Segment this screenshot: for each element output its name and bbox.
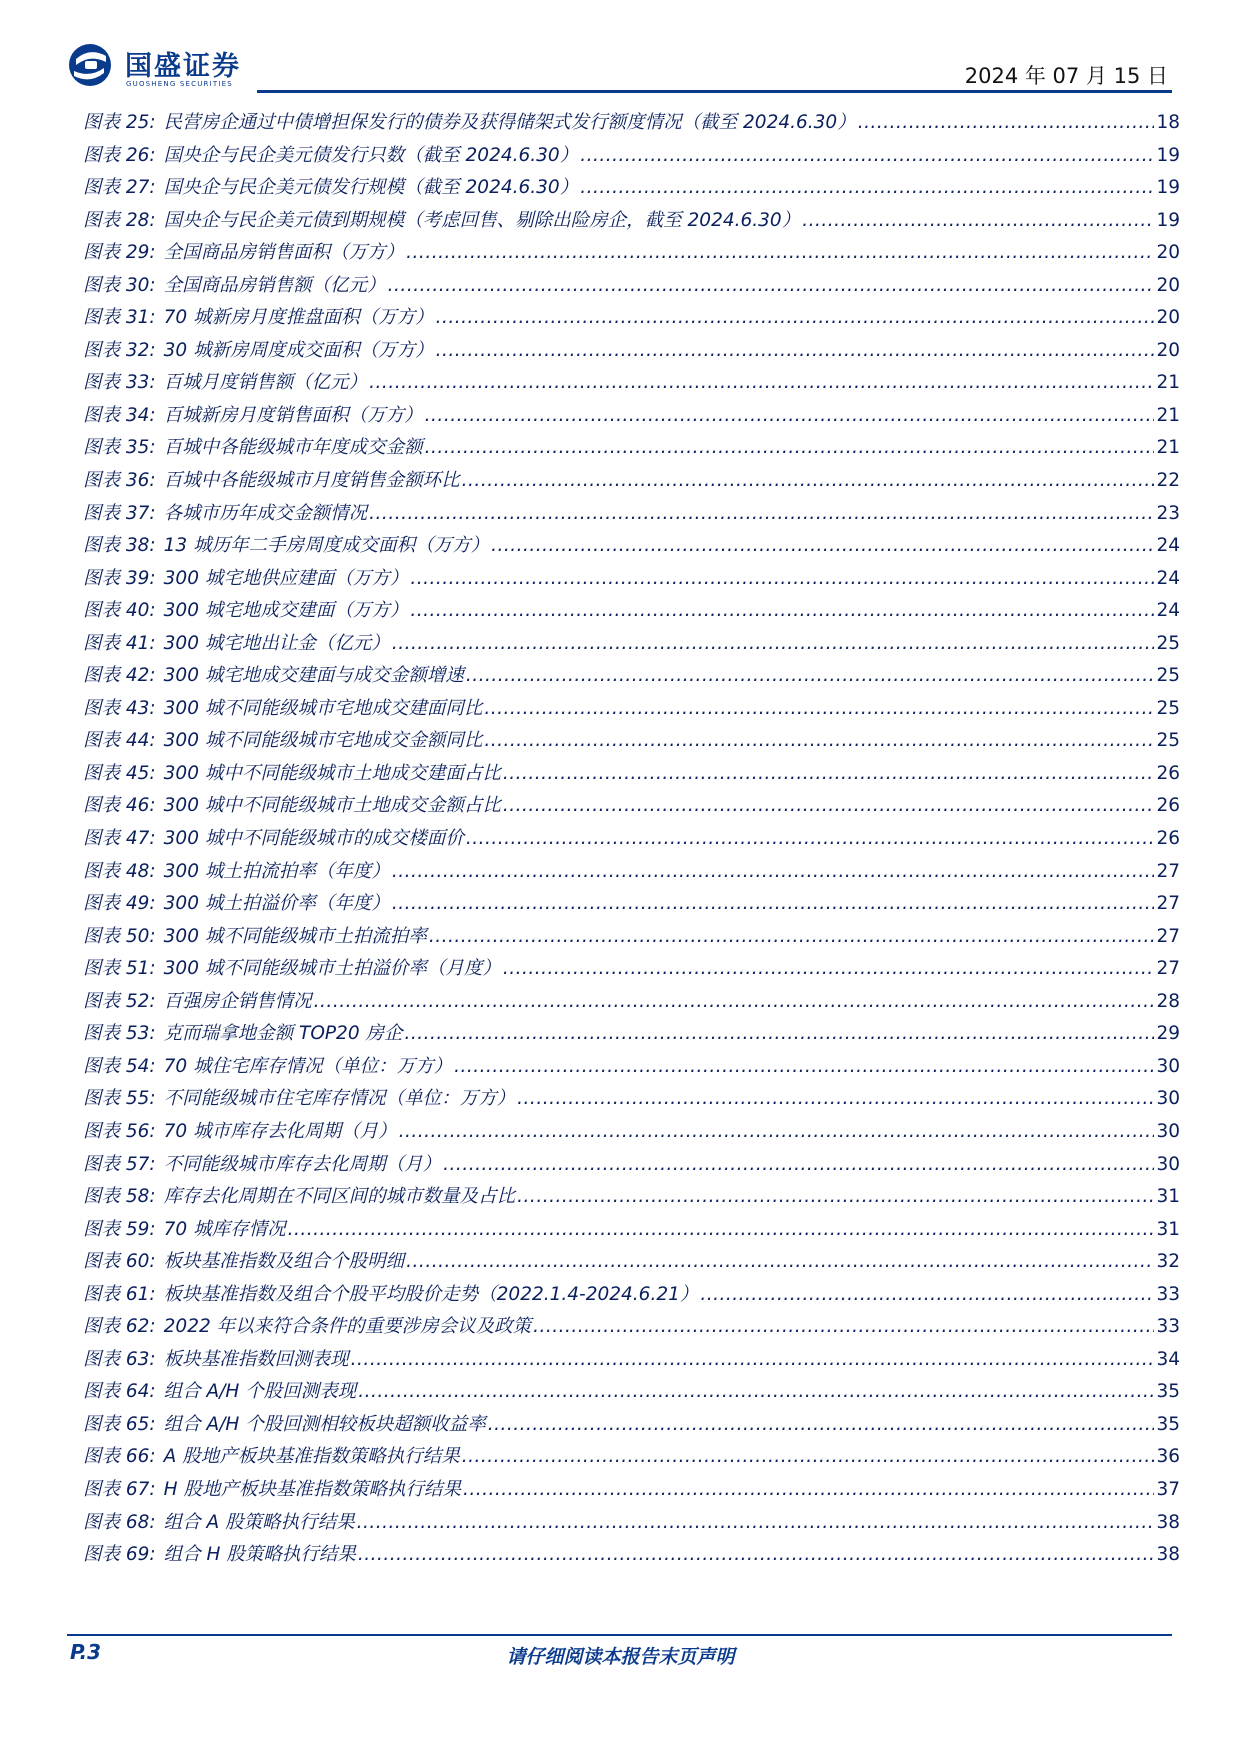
toc-entry-label: 图表 69: <box>83 1544 156 1566</box>
toc-entry-label: 图表 53: <box>83 1023 156 1045</box>
toc-entry-title: 国央企与民企美元债发行规模（截至 2024.6.30） <box>163 177 579 199</box>
toc-entry-title: 300 城宅地成交建面（万方） <box>163 600 409 622</box>
toc-entry-title: 300 城宅地成交建面与成交金额增速 <box>163 665 464 687</box>
toc-entry[interactable] <box>83 758 1180 791</box>
toc-entry-title: 民营房企通过中债增担保发行的债券及获得储架式发行额度情况（截至 2024.6.30） <box>163 112 856 133</box>
toc-entry[interactable] <box>83 1116 1180 1149</box>
toc-entry[interactable] <box>83 1181 1180 1214</box>
toc-leader-dots <box>369 367 1154 400</box>
toc-entry[interactable] <box>83 1474 1180 1507</box>
toc-entry-title: 300 城中不同能级城市土地成交金额占比 <box>163 795 501 817</box>
toc-entry-page: 32 <box>1156 1251 1180 1273</box>
toc-entry[interactable] <box>83 335 1180 368</box>
toc-entry[interactable] <box>83 302 1180 335</box>
toc-entry-title: 300 城中不同能级城市的成交楼面价 <box>163 828 464 850</box>
toc-entry-label: 图表 59: <box>83 1218 156 1240</box>
toc-entry-title: 70 城新房月度推盘面积（万方） <box>163 307 434 329</box>
toc-entry-page: 20 <box>1156 339 1180 361</box>
toc-entry-page: 21 <box>1156 404 1180 426</box>
toc-entry[interactable] <box>83 1311 1180 1344</box>
toc-leader-dots <box>580 172 1154 205</box>
toc-entry-page: 24 <box>1156 600 1180 622</box>
toc-entry[interactable] <box>83 595 1180 628</box>
guosheng-logo-icon <box>67 42 117 88</box>
toc-entry-title: 板块基准指数及组合个股平均股价走势（2022.1.4-2024.6.21） <box>163 1283 699 1305</box>
toc-entry-title: 组合 A 股策略执行结果 <box>163 1511 355 1533</box>
toc-leader-dots <box>488 1409 1155 1442</box>
toc-entry-title: H 股地产板块基准指数策略执行结果 <box>163 1478 461 1500</box>
toc-entry-page: 31 <box>1156 1218 1180 1240</box>
toc-entry[interactable] <box>83 823 1180 856</box>
toc-leader-dots <box>484 693 1154 726</box>
toc-entry-label: 图表 58: <box>83 1186 156 1208</box>
toc-entry-title: 全国商品房销售面积（万方） <box>163 242 405 264</box>
toc-entry-label: 图表 50: <box>83 925 156 947</box>
toc-entry-label: 图表 25: <box>83 112 156 133</box>
toc-entry[interactable] <box>83 563 1180 596</box>
toc-entry-label: 图表 51: <box>83 958 156 980</box>
toc-entry-page: 20 <box>1156 274 1180 296</box>
toc-entry-label: 图表 37: <box>83 502 156 524</box>
toc-leader-dots <box>858 107 1155 140</box>
toc-entry[interactable] <box>83 1246 1180 1279</box>
toc-entry-page: 27 <box>1156 860 1180 882</box>
toc-entry-page: 25 <box>1156 632 1180 654</box>
toc-entry-label: 图表 68: <box>83 1511 156 1533</box>
toc-entry[interactable] <box>83 921 1180 954</box>
toc-entry-label: 图表 26: <box>83 144 156 166</box>
toc-entry-label: 图表 57: <box>83 1153 156 1175</box>
toc-entry-label: 图表 31: <box>83 307 156 329</box>
toc-leader-dots <box>462 465 1155 498</box>
report-date: 2024 年 07 月 15 日 <box>964 64 1168 88</box>
toc-leader-dots <box>425 400 1155 433</box>
toc-leader-dots <box>425 432 1155 465</box>
toc-leader-dots <box>517 1083 1154 1116</box>
toc-entry[interactable] <box>83 986 1180 1019</box>
toc-entry-label: 图表 35: <box>83 437 156 459</box>
toc-entry-page: 18 <box>1156 112 1180 133</box>
toc-entry-page: 37 <box>1156 1478 1180 1500</box>
toc-leader-dots <box>404 1018 1154 1051</box>
toc-entry-label: 图表 54: <box>83 1055 156 1077</box>
toc-entry-title: 300 城不同能级城市土拍溢价率（月度） <box>163 958 501 980</box>
page-header <box>67 36 1172 92</box>
toc-entry-page: 21 <box>1156 437 1180 459</box>
toc-leader-dots <box>351 1344 1155 1377</box>
toc-leader-dots <box>503 953 1155 986</box>
toc-entry-label: 图表 41: <box>83 632 156 654</box>
toc-entry-page: 20 <box>1156 242 1180 264</box>
toc-entry-label: 图表 45: <box>83 762 156 784</box>
toc-leader-dots <box>369 498 1154 531</box>
toc-entry-title: 百城月度销售额（亿元） <box>163 372 368 394</box>
toc-entry-page: 30 <box>1156 1153 1180 1175</box>
toc-entry-title: 组合 A/H 个股回测表现 <box>163 1381 357 1403</box>
toc-entry-title: 百城中各能级城市年度成交金额 <box>163 437 423 459</box>
toc-leader-dots <box>466 823 1155 856</box>
toc-entry-label: 图表 67: <box>83 1478 156 1500</box>
toc-entry-label: 图表 32: <box>83 339 156 361</box>
toc-entry-title: 百城中各能级城市月度销售金额环比 <box>163 470 460 492</box>
toc-entry[interactable] <box>83 1051 1180 1084</box>
toc-entry-page: 25 <box>1156 730 1180 752</box>
toc-entry-title: 70 城库存情况 <box>163 1218 286 1240</box>
disclaimer-note: 请仔细阅读本报告末页声明 <box>506 1646 735 1668</box>
toc-entry[interactable] <box>83 1441 1180 1474</box>
toc-entry-label: 图表 27: <box>83 177 156 199</box>
toc-entry-page: 33 <box>1156 1283 1180 1305</box>
toc-entry-page: 30 <box>1156 1055 1180 1077</box>
toc-entry-label: 图表 38: <box>83 535 156 557</box>
toc-leader-dots <box>392 856 1155 889</box>
toc-entry-label: 图表 30: <box>83 274 156 296</box>
toc-leader-dots <box>388 270 1155 303</box>
toc-entry-label: 图表 47: <box>83 828 156 850</box>
toc-entry-label: 图表 62: <box>83 1316 156 1338</box>
toc-entry[interactable] <box>83 725 1180 758</box>
toc-entry-label: 图表 61: <box>83 1283 156 1305</box>
toc-leader-dots <box>410 595 1154 628</box>
toc-entry[interactable] <box>83 1507 1180 1540</box>
toc-leader-dots <box>406 237 1154 270</box>
toc-entry-title: 300 城不同能级城市土拍流拍率 <box>163 925 427 947</box>
toc-entry[interactable] <box>83 367 1180 400</box>
toc-entry[interactable] <box>83 107 1180 140</box>
toc-entry[interactable] <box>83 465 1180 498</box>
toc-entry-title: 30 城新房周度成交面积（万方） <box>163 339 434 361</box>
toc-entry[interactable] <box>83 953 1180 986</box>
toc-entry-page: 24 <box>1156 535 1180 557</box>
toc-leader-dots <box>484 725 1154 758</box>
toc-entry-label: 图表 29: <box>83 242 156 264</box>
toc-entry[interactable] <box>83 172 1180 205</box>
toc-entry[interactable] <box>83 660 1180 693</box>
toc-entry-label: 图表 46: <box>83 795 156 817</box>
toc-entry-label: 图表 60: <box>83 1251 156 1273</box>
toc-entry[interactable] <box>83 1083 1180 1116</box>
toc-entry[interactable] <box>83 237 1180 270</box>
toc-leader-dots <box>533 1311 1154 1344</box>
toc-leader-dots <box>429 921 1155 954</box>
toc-entry-title: 300 城不同能级城市宅地成交金额同比 <box>163 730 483 752</box>
toc-entry[interactable] <box>83 1018 1180 1051</box>
toc-entry[interactable] <box>83 432 1180 465</box>
toc-leader-dots <box>357 1507 1155 1540</box>
toc-entry-page: 35 <box>1156 1381 1180 1403</box>
toc-entry-title: 70 城市库存去化周期（月） <box>163 1120 397 1142</box>
toc-entry-page: 27 <box>1156 925 1180 947</box>
toc-entry[interactable] <box>83 205 1180 238</box>
toc-entry-label: 图表 63: <box>83 1348 156 1370</box>
toc-entry-label: 图表 66: <box>83 1446 156 1468</box>
footer-divider <box>67 1634 1172 1636</box>
toc-entry-page: 30 <box>1156 1120 1180 1142</box>
toc-entry-title: 13 城历年二手房周度成交面积（万方） <box>163 535 490 557</box>
toc-entry-label: 图表 28: <box>83 209 156 231</box>
toc-entry[interactable] <box>83 498 1180 531</box>
toc-entry-page: 29 <box>1156 1023 1180 1045</box>
toc-leader-dots <box>700 1279 1154 1312</box>
toc-entry-title: 克而瑞拿地金额 TOP20 房企 <box>163 1023 403 1045</box>
toc-leader-dots <box>503 758 1155 791</box>
toc-entry[interactable] <box>83 856 1180 889</box>
toc-entry[interactable] <box>83 693 1180 726</box>
toc-entry[interactable] <box>83 400 1180 433</box>
toc-leader-dots <box>399 1116 1155 1149</box>
toc-entry-label: 图表 64: <box>83 1381 156 1403</box>
toc-entry-page: 31 <box>1156 1186 1180 1208</box>
toc-leader-dots <box>503 790 1155 823</box>
toc-entry-label: 图表 39: <box>83 567 156 589</box>
toc-entry-label: 图表 43: <box>83 697 156 719</box>
toc-entry-page: 21 <box>1156 372 1180 394</box>
toc-leader-dots <box>802 205 1154 238</box>
toc-entry-title: 300 城土拍溢价率（年度） <box>163 893 390 915</box>
toc-leader-dots <box>517 1181 1154 1214</box>
toc-entry-page: 25 <box>1156 697 1180 719</box>
toc-entry-title: 库存去化周期在不同区间的城市数量及占比 <box>163 1186 516 1208</box>
toc-entry-page: 25 <box>1156 665 1180 687</box>
toc-leader-dots <box>358 1539 1155 1572</box>
toc-entry-label: 图表 40: <box>83 600 156 622</box>
toc-entry-page: 36 <box>1156 1446 1180 1468</box>
toc-entry[interactable] <box>83 1149 1180 1182</box>
toc-entry-page: 26 <box>1156 828 1180 850</box>
toc-entry-title: 全国商品房销售额（亿元） <box>163 274 386 296</box>
toc-entry-title: 板块基准指数及组合个股明细 <box>163 1251 405 1273</box>
toc-entry[interactable] <box>83 790 1180 823</box>
toc-entry-title: 不同能级城市住宅库存情况（单位：万方） <box>163 1088 516 1110</box>
toc-leader-dots <box>463 1474 1155 1507</box>
toc-entry-title: 70 城住宅库存情况（单位：万方） <box>163 1055 453 1077</box>
toc-leader-dots <box>462 1441 1155 1474</box>
toc-entry-page: 24 <box>1156 567 1180 589</box>
toc-leader-dots <box>436 335 1155 368</box>
toc-entry-title: 组合 H 股策略执行结果 <box>163 1544 356 1566</box>
logo-text-en: GUOSHENG SECURITIES <box>126 80 233 88</box>
toc-entry-title: 300 城中不同能级城市土地成交建面占比 <box>163 762 501 784</box>
toc-leader-dots <box>288 1214 1155 1247</box>
toc-entry[interactable] <box>83 270 1180 303</box>
toc-entry-page: 26 <box>1156 762 1180 784</box>
toc-entry[interactable] <box>83 140 1180 173</box>
toc-entry-title: A 股地产板块基准指数策略执行结果 <box>163 1446 460 1468</box>
table-of-figures <box>83 107 1180 1572</box>
toc-entry-label: 图表 65: <box>83 1413 156 1435</box>
toc-leader-dots <box>580 140 1154 173</box>
toc-entry-title: 组合 A/H 个股回测相较板块超额收益率 <box>163 1413 486 1435</box>
toc-entry-title: 300 城宅地出让金（亿元） <box>163 632 390 654</box>
toc-entry[interactable] <box>83 1409 1180 1442</box>
toc-entry-title: 各城市历年成交金额情况 <box>163 502 368 524</box>
toc-entry-title: 2022 年以来符合条件的重要涉房会议及政策 <box>163 1316 532 1338</box>
toc-entry-label: 图表 48: <box>83 860 156 882</box>
toc-entry-page: 38 <box>1156 1544 1180 1566</box>
toc-entry-label: 图表 56: <box>83 1120 156 1142</box>
toc-entry-page: 30 <box>1156 1088 1180 1110</box>
toc-entry[interactable] <box>83 888 1180 921</box>
toc-entry-page: 33 <box>1156 1316 1180 1338</box>
toc-entry-label: 图表 52: <box>83 990 156 1012</box>
toc-entry[interactable] <box>83 530 1180 563</box>
toc-entry[interactable] <box>83 1344 1180 1377</box>
toc-leader-dots <box>436 302 1155 335</box>
toc-leader-dots <box>392 628 1155 661</box>
toc-entry[interactable] <box>83 628 1180 661</box>
toc-entry-title: 300 城土拍流拍率（年度） <box>163 860 390 882</box>
toc-entry-title: 300 城不同能级城市宅地成交建面同比 <box>163 697 483 719</box>
toc-entry-page: 28 <box>1156 990 1180 1012</box>
toc-entry-page: 22 <box>1156 470 1180 492</box>
toc-entry-title: 百城新房月度销售面积（万方） <box>163 404 423 426</box>
page-number: P.3 <box>70 1640 102 1664</box>
toc-leader-dots <box>392 888 1155 921</box>
toc-leader-dots <box>443 1149 1154 1182</box>
toc-leader-dots <box>466 660 1155 693</box>
toc-entry-page: 26 <box>1156 795 1180 817</box>
toc-entry-title: 板块基准指数回测表现 <box>163 1348 349 1370</box>
toc-entry[interactable] <box>83 1214 1180 1247</box>
toc-entry[interactable] <box>83 1376 1180 1409</box>
toc-entry[interactable] <box>83 1539 1180 1572</box>
toc-entry-label: 图表 33: <box>83 372 156 394</box>
toc-leader-dots <box>358 1376 1154 1409</box>
toc-entry-page: 27 <box>1156 893 1180 915</box>
toc-entry-label: 图表 55: <box>83 1088 156 1110</box>
toc-entry-page: 20 <box>1156 307 1180 329</box>
toc-leader-dots <box>491 530 1154 563</box>
toc-entry-title: 国央企与民企美元债发行只数（截至 2024.6.30） <box>163 144 579 166</box>
toc-entry-page: 35 <box>1156 1413 1180 1435</box>
toc-leader-dots <box>454 1051 1154 1084</box>
toc-leader-dots <box>406 1246 1154 1279</box>
toc-leader-dots <box>410 563 1154 596</box>
toc-entry-title: 国央企与民企美元债到期规模（考虑回售、剔除出险房企，截至 2024.6.30） <box>163 209 801 231</box>
toc-entry-title: 不同能级城市库存去化周期（月） <box>163 1153 442 1175</box>
toc-entry-page: 19 <box>1156 209 1180 231</box>
toc-entry-page: 19 <box>1156 177 1180 199</box>
toc-entry-page: 27 <box>1156 958 1180 980</box>
toc-entry-page: 19 <box>1156 144 1180 166</box>
toc-entry-label: 图表 34: <box>83 404 156 426</box>
toc-entry[interactable] <box>83 1279 1180 1312</box>
toc-entry-label: 图表 36: <box>83 470 156 492</box>
toc-entry-title: 300 城宅地供应建面（万方） <box>163 567 409 589</box>
toc-entry-page: 38 <box>1156 1511 1180 1533</box>
toc-entry-label: 图表 49: <box>83 893 156 915</box>
toc-entry-page: 34 <box>1156 1348 1180 1370</box>
toc-entry-title: 百强房企销售情况 <box>163 990 312 1012</box>
header-divider <box>257 90 1172 93</box>
toc-entry-label: 图表 42: <box>83 665 156 687</box>
toc-leader-dots <box>314 986 1155 1019</box>
logo-text-cn: 国盛证券 <box>125 51 241 82</box>
toc-entry-page: 23 <box>1156 502 1180 524</box>
toc-entry-label: 图表 44: <box>83 730 156 752</box>
